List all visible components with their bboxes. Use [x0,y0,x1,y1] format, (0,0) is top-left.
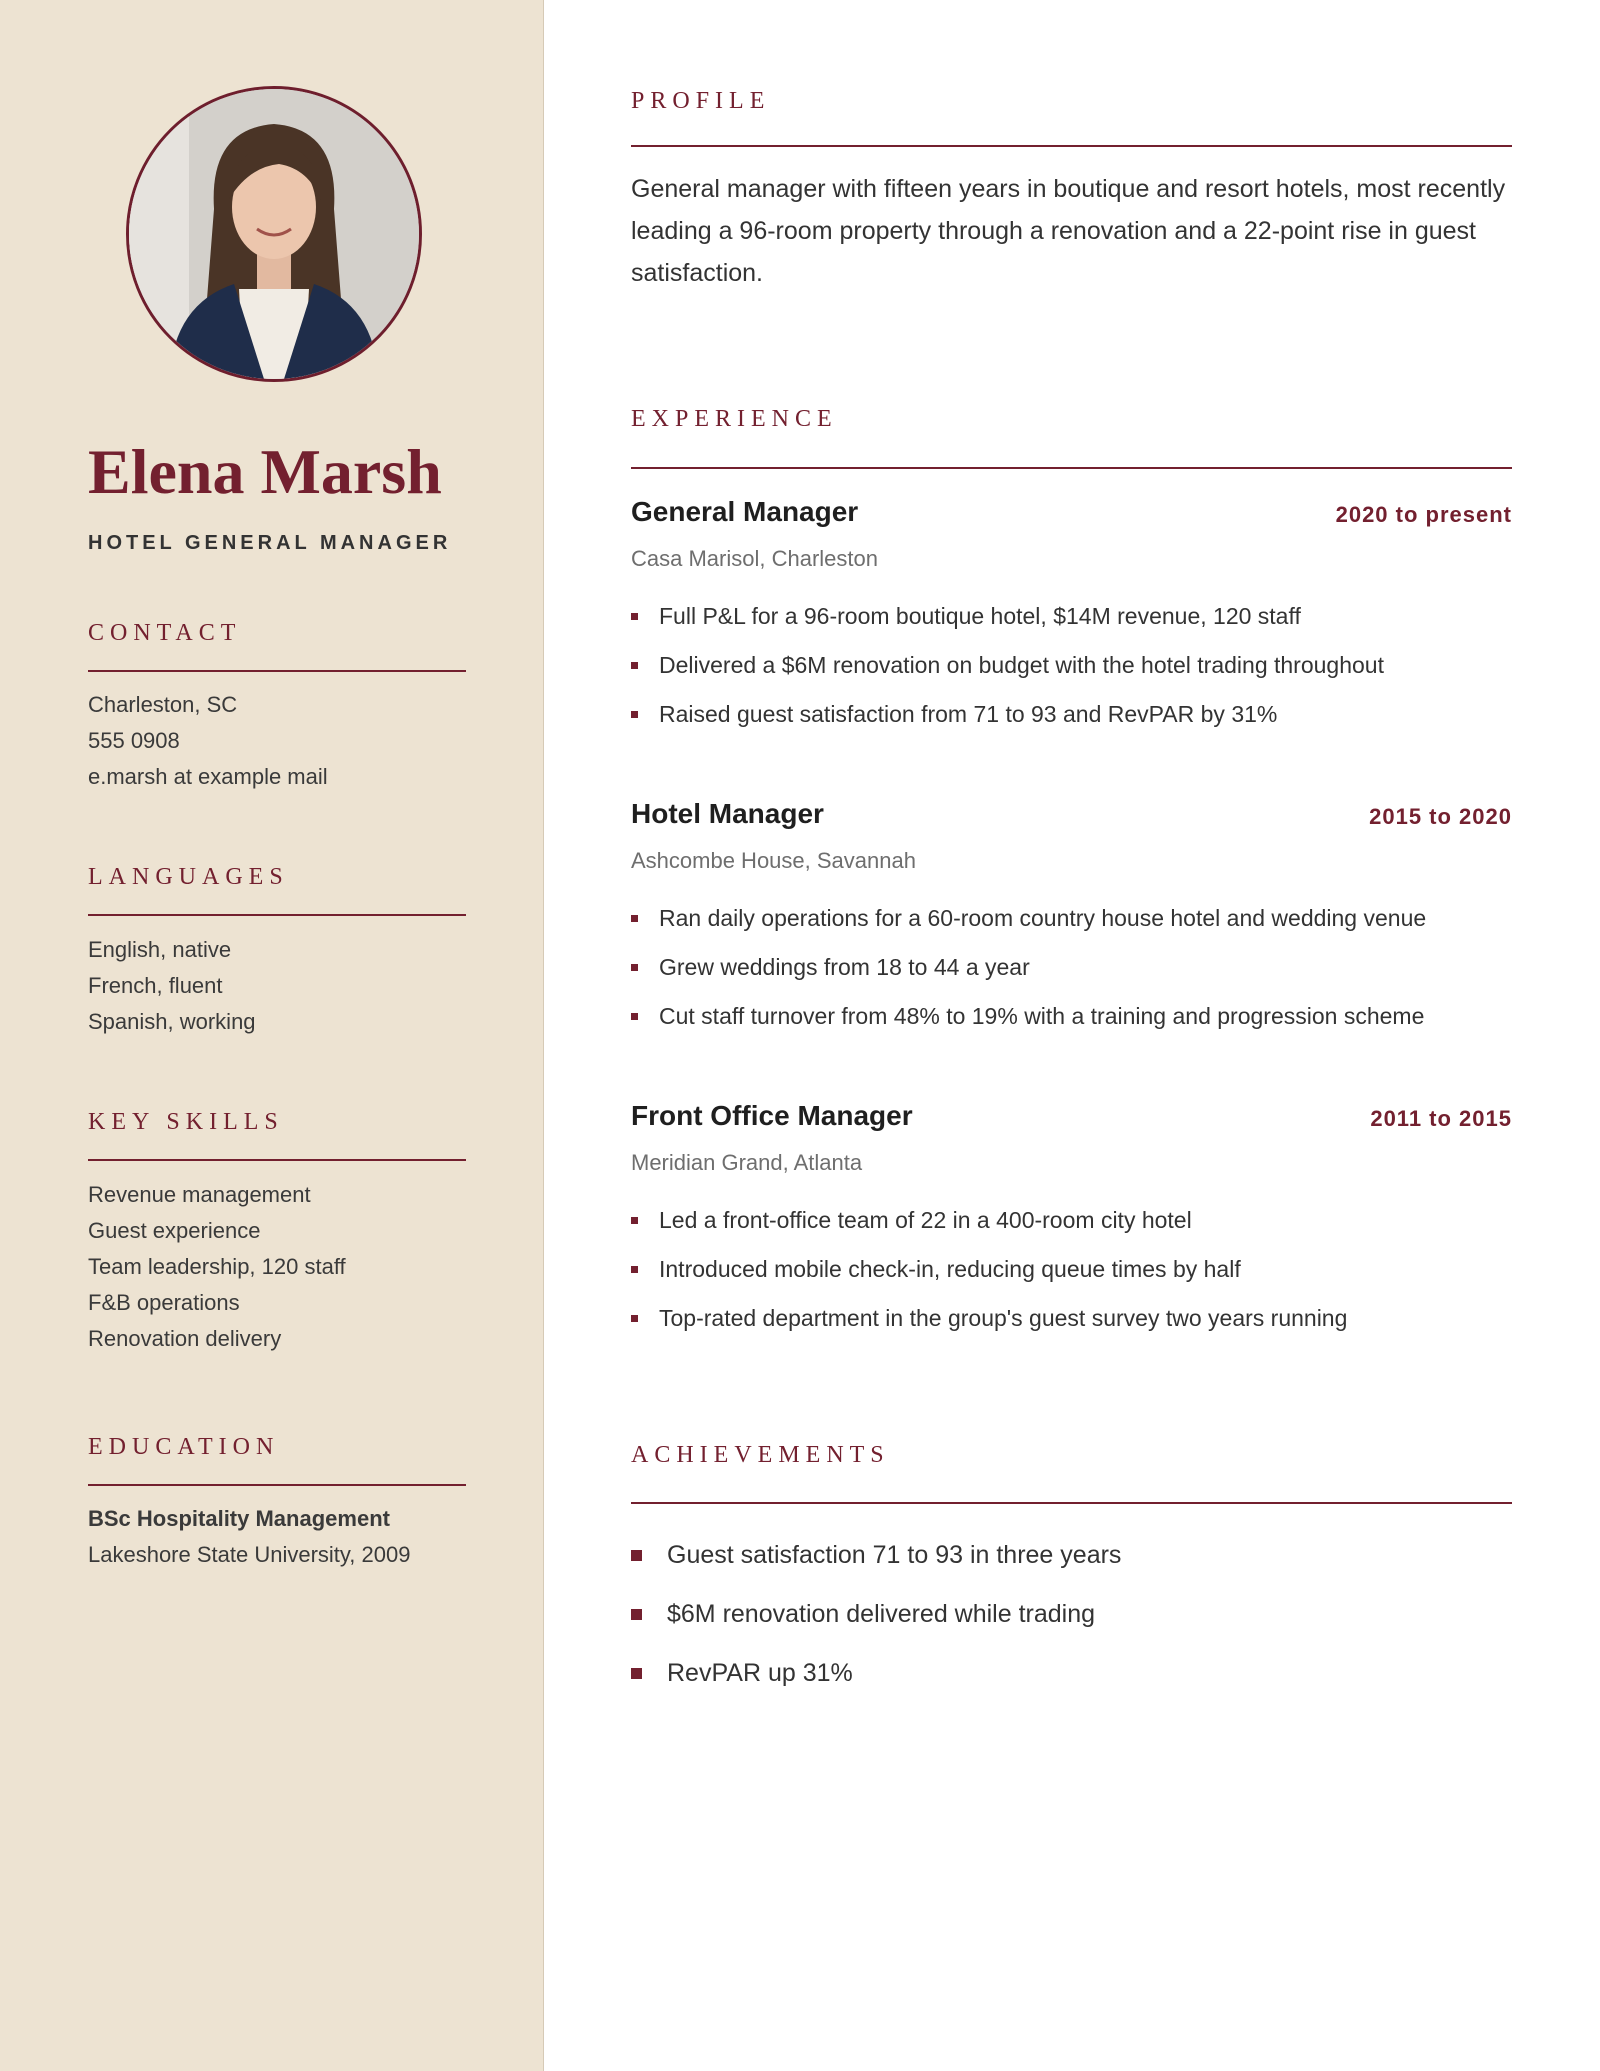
job-bullet: Full P&L for a 96-room boutique hotel, $14M revenue, 120 staff [631,592,1384,641]
language-item: Spanish, working [88,1009,256,1034]
achievements-divider [631,1502,1512,1504]
education-heading: EDUCATION [88,1434,280,1460]
skill-item: Renovation delivery [88,1326,282,1351]
achievements-heading: ACHIEVEMENTS [631,1442,890,1468]
contact-divider [88,670,466,672]
portrait-image [129,89,419,379]
experience-divider [631,467,1512,469]
contact-email: e.marsh at example mail [88,764,328,789]
skills-list [88,1177,346,1357]
job-employer: Casa Marisol, Charleston [631,546,878,571]
languages-list [88,932,256,1040]
job-bullet: Top-rated department in the group's guest survey two years running [631,1294,1347,1343]
language-item: English, native [88,937,232,962]
achievement-item: RevPAR up 31% [631,1644,1121,1703]
language-item: French, fluent [88,973,223,998]
contact-phone: 555 0908 [88,728,180,753]
skill-item: Guest experience [88,1218,261,1243]
job-bullets [631,894,1426,1041]
job-bullet: Raised guest satisfaction from 71 to 93 and RevPAR by 31% [631,690,1384,739]
job-employer: Meridian Grand, Atlanta [631,1150,863,1175]
contact-location: Charleston, SC [88,692,238,717]
sidebar [0,0,544,2071]
job-bullet: Cut staff turnover from 48% to 19% with a training and progression scheme [631,992,1426,1041]
achievement-item: $6M renovation delivered while trading [631,1585,1121,1644]
languages-divider [88,914,466,916]
job-position: Hotel Manager [631,798,824,829]
contact-list [88,687,328,795]
job-bullet: Led a front-office team of 22 in a 400-room city hotel [631,1196,1347,1245]
achievement-item: Guest satisfaction 71 to 93 in three years [631,1526,1121,1585]
profile-photo [126,86,422,382]
job-bullet: Ran daily operations for a 60-room country house hotel and wedding venue [631,894,1426,943]
skills-divider [88,1159,466,1161]
job-dates: 2011 to 2015 [1370,1106,1512,1131]
job-bullet: Introduced mobile check-in, reducing queue times by half [631,1245,1347,1294]
profile-summary: General manager with fifteen years in boutique and resort hotels, most recently leading a 96-room property through a renovation and a 22-point rise in guest satisfaction. [631,175,1506,287]
profile-divider [631,145,1512,147]
skills-heading: KEY SKILLS [88,1109,284,1135]
profile-heading: PROFILE [631,88,771,114]
job-title: HOTEL GENERAL MANAGER [88,532,452,554]
education-list [88,1501,410,1573]
skill-item: Team leadership, 120 staff [88,1254,346,1279]
job-dates: 2015 to 2020 [1369,804,1512,829]
skill-item: Revenue management [88,1182,311,1207]
languages-heading: LANGUAGES [88,864,289,890]
education-degree: BSc Hospitality Management [88,1506,390,1531]
candidate-name: Elena Marsh [88,436,442,507]
job-position: Front Office Manager [631,1100,913,1131]
experience-heading: EXPERIENCE [631,406,838,432]
job-bullet: Grew weddings from 18 to 44 a year [631,943,1426,992]
achievements-list [631,1526,1121,1703]
job-bullet: Delivered a $6M renovation on budget with the hotel trading throughout [631,641,1384,690]
job-employer: Ashcombe House, Savannah [631,848,916,873]
contact-heading: CONTACT [88,620,242,646]
job-bullets [631,592,1384,739]
education-school: Lakeshore State University, 2009 [88,1542,411,1567]
job-dates: 2020 to present [1335,502,1512,527]
job-bullets [631,1196,1347,1343]
skill-item: F&B operations [88,1290,240,1315]
education-divider [88,1484,466,1486]
job-position: General Manager [631,496,859,527]
